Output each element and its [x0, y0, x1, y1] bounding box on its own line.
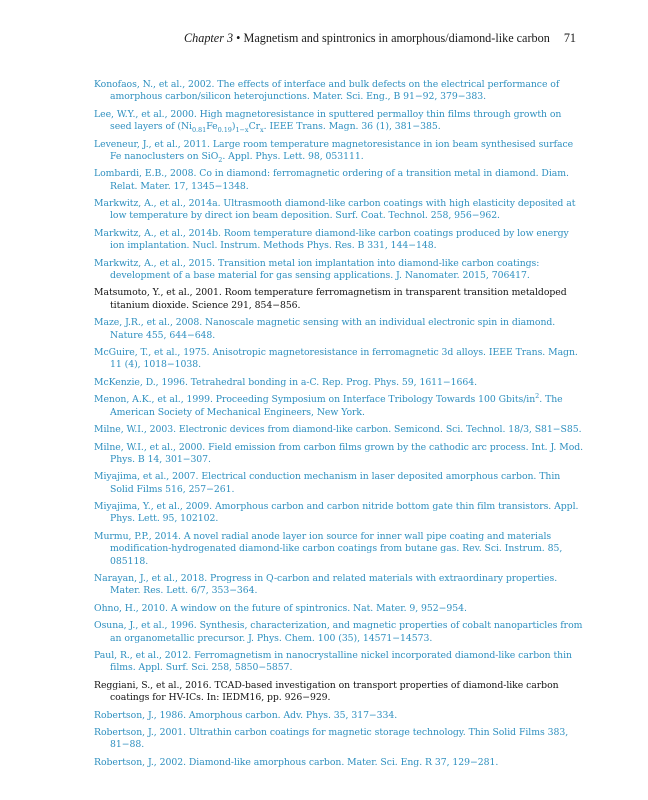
reference-item[interactable]: Paul, R., et al., 2012. Ferromagnetism in nanocrystalline nickel incorporated diamond-like carbon thin films. Appl. Surf. Sci. 258, 5850−5857.: [94, 650, 572, 674]
reference-item[interactable]: Milne, W.I., et al., 2000. Field emission from carbon films grown by the cathodic arc process. Int. J. Mod. Phys. B 14, 301−307.: [94, 441, 584, 465]
reference-item[interactable]: Menon, A.K., et al., 1999. Proceeding Symposium on Interface Tribology Towards 100 Gbits/$in^2$. The American Society of Mechanical Engineers, New York.: [94, 392, 563, 418]
reference-item[interactable]: Leveneur, J., et al., 2011. Large room temperature magnetoresistance in ion beam synthesised surface Fe nanoclusters on SiO$_2$. Appl. Phys. Lett. 98, 053111.: [94, 138, 574, 164]
reference-item[interactable]: Osuna, J., et al., 1996. Synthesis, characterization, and magnetic properties of cobalt nanoparticles from an organometallic precursor. J. Phys. Chem. 100 (35), 14571−14573.: [94, 620, 583, 644]
reference-item[interactable]: Lombardi, E.B., 2008. Co in diamond: ferromagnetic ordering of a transition metal in diamond. Diam. Relat. Mater. 17, 1345−1348.: [94, 168, 569, 192]
reference-item[interactable]: Miyajima, Y., et al., 2009. Amorphous carbon and carbon nitride bottom gate thin film transistors. Appl. Phys. Lett. 95, 102102.: [94, 501, 579, 525]
reference-item[interactable]: Narayan, J., et al., 2018. Progress in Q-carbon and related materials with extraordinary properties. Mater. Res. Lett. 6/7, 353−364.: [94, 572, 558, 597]
reference-item: Matsumoto, Y., et al., 2001. Room temperature ferromagnetism in transparent transition metaldoped titanium dioxide. Science 291, 854−856.: [94, 287, 567, 311]
header-bullet: •: [233, 31, 244, 45]
reference-item[interactable]: Ohno, H., 2010. A window on the future of spintronics. Nat. Mater. 9, 952−954.: [94, 602, 467, 614]
reference-item: Reggiani, S., et al., 2016. TCAD-based investigation on transport properties of diamond-like carbon coatings for HV-ICs. In: IEDM16, pp. 926−929.: [94, 679, 559, 704]
reference-item[interactable]: Miyajima, et al., 2007. Electrical conduction mechanism in laser deposited amorphous carbon. Thin Solid Films 516, 257−261.: [94, 471, 561, 495]
chapter-title: Magnetism and spintronics in amorphous/diamond-like carbon: [243, 31, 550, 45]
reference-item[interactable]: Lee, W.Y., et al., 2000. High magnetoresistance in sputtered permalloy thin films through growth on seed layers of $(Ni_{0.81}Fe_{0.19})_{1-x}Cr_x$. IEEE Trans. Magn. 36 (1), 381−385.: [94, 108, 562, 134]
reference-item[interactable]: Markwitz, A., et al., 2014b. Room temperature diamond-like carbon coatings produced by low energy ion implantation. Nucl. Instrum. Methods Phys. Res. B 331, 144−148.: [94, 227, 569, 252]
reference-item[interactable]: Robertson, J., 2002. Diamond-like amorphous carbon. Mater. Sci. Eng. R 37, 129−281.: [94, 756, 499, 768]
reference-item[interactable]: Maze, J.R., et al., 2008. Nanoscale magnetic sensing with an individual electronic spin in diamond. Nature 455, 644−648.: [94, 317, 556, 341]
reference-item[interactable]: Milne, W.I., 2003. Electronic devices from diamond-like carbon. Semicond. Sci. Technol. 18/3, S81−S85.: [94, 424, 582, 436]
reference-item[interactable]: Markwitz, A., et al., 2014a. Ultrasmooth diamond-like carbon coatings with high elasticity deposited at low temperature by direct ion beam deposition. Surf. Coat. Technol. 258, 956−962.: [94, 198, 576, 222]
reference-item[interactable]: McKenzie, D., 1996. Tetrahedral bonding in a-C. Rep. Prog. Phys. 59, 1611−1664.: [94, 376, 478, 388]
running-header: [184, 31, 576, 46]
reference-item[interactable]: Robertson, J., 1986. Amorphous carbon. Adv. Phys. 35, 317−334.: [94, 709, 398, 721]
reference-item[interactable]: Markwitz, A., et al., 2015. Transition metal ion implantation into diamond-like carbon coatings: development of a base material for gas sensing applications. J. Nanomater. 2015, 706417.: [94, 257, 540, 281]
chapter-label: Chapter 3: [184, 31, 234, 45]
reference-list: [94, 79, 584, 774]
reference-item[interactable]: Murmu, P.P., 2014. A novel radial anode layer ion source for inner wall pipe coating and materials modification-hydrogenated diamond-like carbon coatings from butane gas. Rev. Sci. Instrum. 85, 085118.: [94, 530, 563, 567]
reference-item[interactable]: McGuire, T., et al., 1975. Anisotropic magnetoresistance in ferromagnetic 3d alloys. IEEE Trans. Magn. 11 (4), 1018−1038.: [94, 347, 578, 371]
reference-item[interactable]: Konofaos, N., et al., 2002. The effects of interface and bulk defects on the electrical performance of amorphous carbon/silicon heterojunctions. Mater. Sci. Eng., B 91−92, 379−383.: [94, 79, 560, 103]
page-number: 71: [563, 31, 576, 45]
reference-item[interactable]: Robertson, J., 2001. Ultrathin carbon coatings for magnetic storage technology. Thin Solid Films 383, 81−88.: [94, 727, 569, 751]
